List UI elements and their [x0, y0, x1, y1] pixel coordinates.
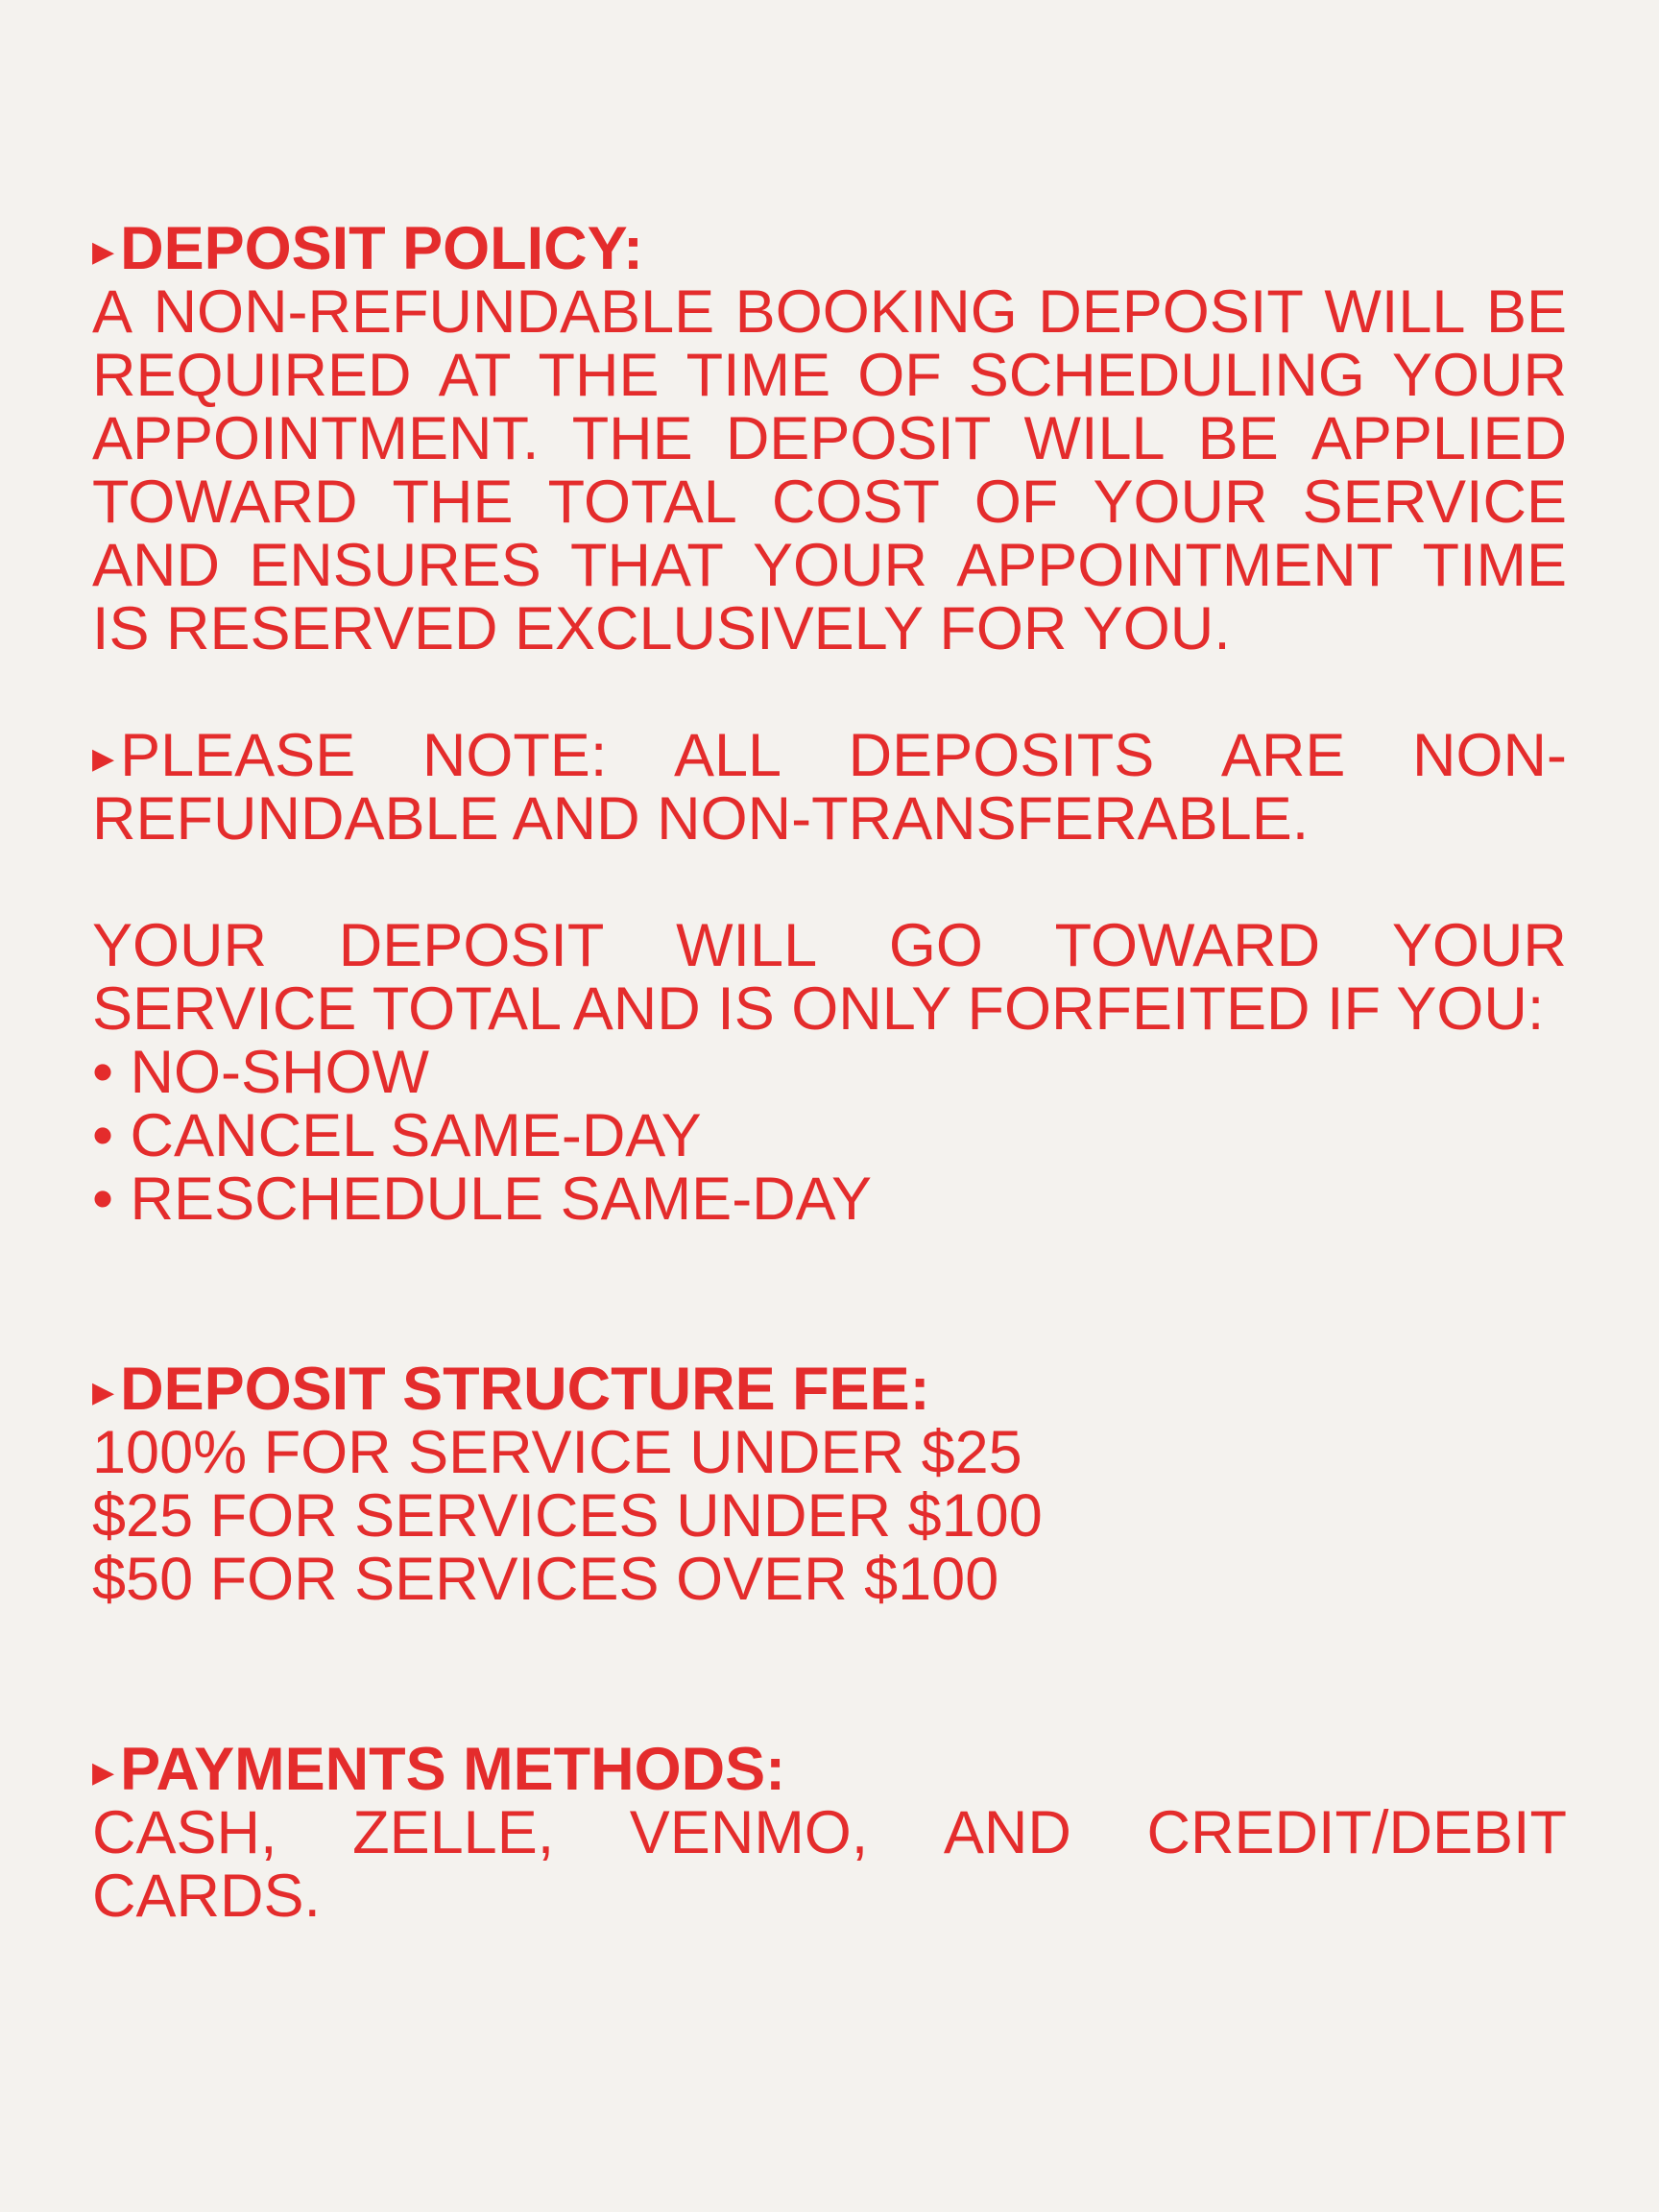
policy-line [92, 280, 1567, 344]
word: THE [392, 469, 514, 536]
forfeit-conditions-list [92, 1041, 1567, 1231]
word: APPOINTMENT. [92, 405, 540, 472]
policy-line [92, 344, 1567, 407]
word: ZELLE, [352, 1799, 555, 1866]
policy-document [92, 217, 1567, 1928]
deposit-policy-heading: ▶DEPOSIT POLICY: [92, 215, 643, 282]
list-item: 100% FOR SERVICE UNDER $25 [92, 1419, 1022, 1486]
word: YOUR [1391, 912, 1567, 979]
word: TIME [1422, 532, 1567, 599]
payments-line-2: CARDS. [92, 1863, 322, 1930]
word: SERVICE [1302, 469, 1567, 536]
word: CREDIT/DEBIT [1146, 1799, 1567, 1866]
payments-heading: ▶PAYMENTS METHODS: [92, 1736, 786, 1803]
triangle-bullet-icon: ▶ [92, 1377, 115, 1408]
list-item: $25 FOR SERVICES UNDER $100 [92, 1482, 1043, 1550]
word: NOTE: [421, 722, 608, 789]
word: YOUR [753, 532, 928, 599]
payments-line-1 [92, 1801, 1567, 1864]
word: AT [438, 342, 512, 409]
word: CASH, [92, 1799, 277, 1866]
word: YOUR [1093, 469, 1268, 536]
word: SCHEDULING [968, 342, 1365, 409]
word: BE [1197, 405, 1279, 472]
word: TOWARD [92, 469, 358, 536]
word: DEPOSIT [338, 912, 605, 979]
policy-line [92, 534, 1567, 597]
word: A [92, 278, 133, 346]
word: AND [92, 532, 221, 599]
word: NON-REFUNDABLE [153, 278, 715, 346]
policy-line [92, 470, 1567, 534]
word: THE [538, 342, 660, 409]
word: GO [888, 912, 983, 979]
policy-line [92, 407, 1567, 470]
triangle-bullet-icon: ▶ [92, 1757, 115, 1789]
deposit-policy-last-line: IS RESERVED EXCLUSIVELY FOR YOU. [92, 595, 1231, 662]
word: BOOKING [734, 278, 1018, 346]
word: ENSURES [249, 532, 541, 599]
word: AND [943, 1799, 1071, 1866]
list-item: • NO-SHOW [92, 1039, 430, 1106]
note-line-2: REFUNDABLE AND NON-TRANSFERABLE. [92, 785, 1310, 853]
list-item: • CANCEL SAME-DAY [92, 1102, 702, 1169]
word: TOTAL [547, 469, 737, 536]
word: TOWARD [1054, 912, 1321, 979]
word: OF [974, 469, 1059, 536]
word: WILL [1324, 278, 1466, 346]
deposit-structure-list [92, 1421, 1567, 1611]
word: WILL [676, 912, 818, 979]
triangle-bullet-icon: ▶ [92, 743, 115, 775]
word: COST [771, 469, 940, 536]
list-item: $50 FOR SERVICES OVER $100 [92, 1546, 999, 1613]
triangle-bullet-icon: ▶ [92, 236, 115, 268]
word: THAT [570, 532, 724, 599]
word: WILL [1023, 405, 1166, 472]
word: VENMO, [629, 1799, 869, 1866]
word: YOUR [92, 912, 268, 979]
word: BE [1485, 278, 1567, 346]
deposit-policy-body [92, 280, 1567, 597]
word: APPOINTMENT [956, 532, 1394, 599]
word: REQUIRED [92, 342, 412, 409]
word: OF [857, 342, 942, 409]
word: YOUR [1391, 342, 1567, 409]
word: DEPOSIT [1038, 278, 1304, 346]
forfeit-line-2: SERVICE TOTAL AND IS ONLY FORFEITED IF YOU: [92, 975, 1545, 1043]
word: THE [571, 405, 693, 472]
word: DEPOSIT [725, 405, 992, 472]
word: ALL [673, 722, 782, 789]
note-line-1 [92, 724, 1567, 787]
deposit-structure-heading: ▶DEPOSIT STRUCTURE FEE: [92, 1356, 930, 1423]
word: ▶PLEASE [92, 722, 356, 789]
word: DEPOSITS [848, 722, 1155, 789]
word: ARE [1220, 722, 1346, 789]
list-item: • RESCHEDULE SAME-DAY [92, 1166, 873, 1233]
word: APPLIED [1310, 405, 1567, 472]
word: TIME [685, 342, 831, 409]
word: NON- [1412, 722, 1567, 789]
forfeit-line-1 [92, 914, 1567, 977]
